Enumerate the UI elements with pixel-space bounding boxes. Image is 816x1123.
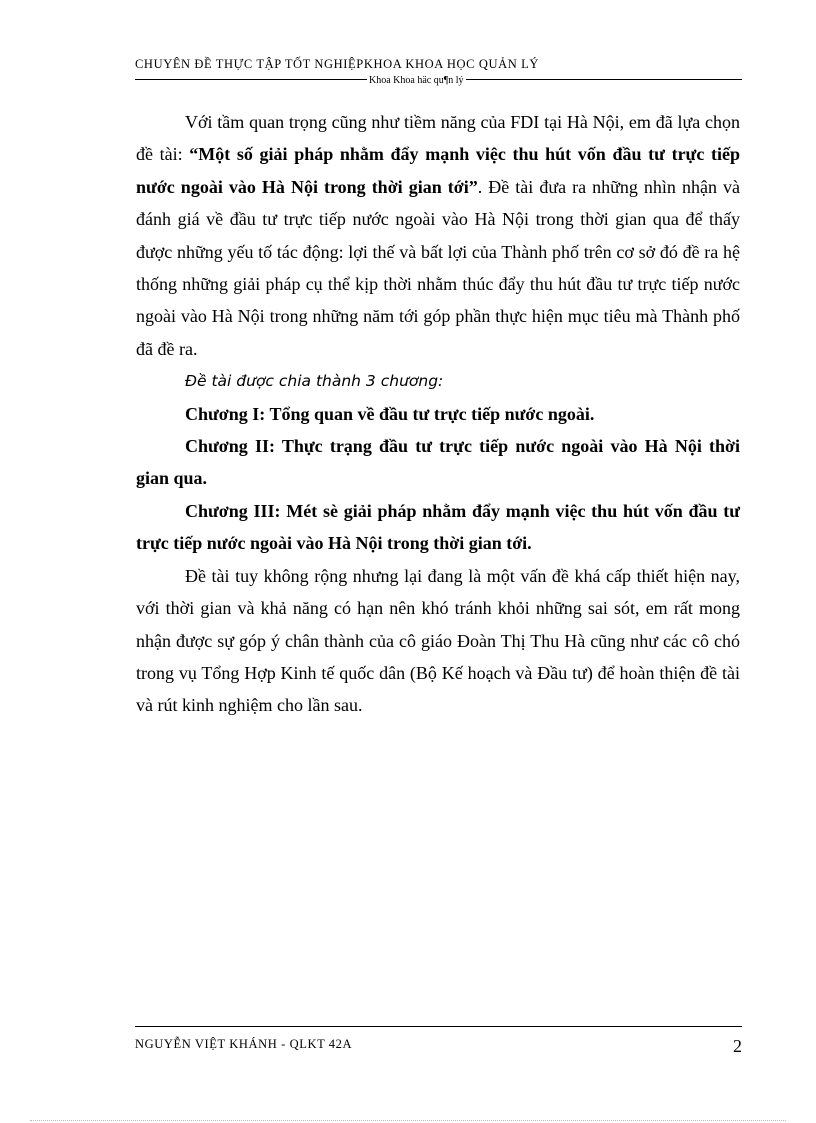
intro-start: Với tầm quan trọng cũng như tiềm năng của FDI tại Hà Nội, em đã lựa chọn đề tài: <box>136 112 740 165</box>
chapter-2: Chương II: Thực trạng đầu tư trực tiếp nước ngoài vào Hà Nội thời gian qua. <box>136 436 740 489</box>
closing-paragraph: Đề tài tuy không rộng nhưng lại đang là một vấn đề khá cấp thiết hiện nay, với thời gian và khả năng có hạn nên khó tránh khỏi những sai sót, em rất mong nhận được sự góp ý chân thành của cô giáo Đoàn Thị Thu Hà cũng như các cô chó trong vụ Tổng Hợp Kinh tế quốc dân (Bộ Kế hoạch và Đầu tư) để hoàn thiện đề tài và rút kinh nghiệm cho lần sau. <box>136 565 740 716</box>
topic-title: “Một số giải pháp nhằm đẩy mạnh việc thu hút vốn đầu tư trực tiếp nước ngoài vào Hà Nội trong thời gian tới” <box>136 144 740 197</box>
page-bottom-border <box>30 1120 786 1121</box>
intro-paragraph <box>136 106 740 365</box>
intro-end: . Đề tài đưa ra những nhìn nhận và đánh giá về đầu tư trực tiếp nước ngoài vào Hà Nội trong thời gian qua để thấy được những yếu tố tác động: lợi thế và bất lợi của Thành phố trên cơ sở đó đề ra hệ thống những giải pháp cụ thể kịp thời nhằm thúc đẩy thu hút đầu tư trực tiếp nước ngoài vào Hà Nội trong những năm tới góp phần thực hiện mục tiêu mà Thành phố đã đề ra. <box>136 176 740 359</box>
page-number: 2 <box>733 1036 742 1056</box>
header-title: CHUYÊN ĐỀ THỰC TẬP TỐT NGHIỆPKHOA KHOA HỌC QUẢN LÝ <box>135 57 539 71</box>
body-text <box>136 106 740 722</box>
chapters-intro: Đề tài được chia thành 3 chương: <box>185 372 444 391</box>
footer-divider <box>135 1026 742 1027</box>
footer-author: NGUYỄN VIỆT KHÁNH - QLKT 42A <box>135 1037 353 1051</box>
chapter-3: Chương III: Mét sè giải pháp nhằm đẩy mạnh việc thu hút vốn đầu tư trực tiếp nước ngoài vào Hà Nội trong thời gian tới. <box>136 500 740 554</box>
chapter-1: Chương I: Tổng quan về đầu tư trực tiếp nước ngoài. <box>185 403 595 424</box>
header-subtitle: Khoa Khoa häc qu¶n lý <box>369 75 464 86</box>
